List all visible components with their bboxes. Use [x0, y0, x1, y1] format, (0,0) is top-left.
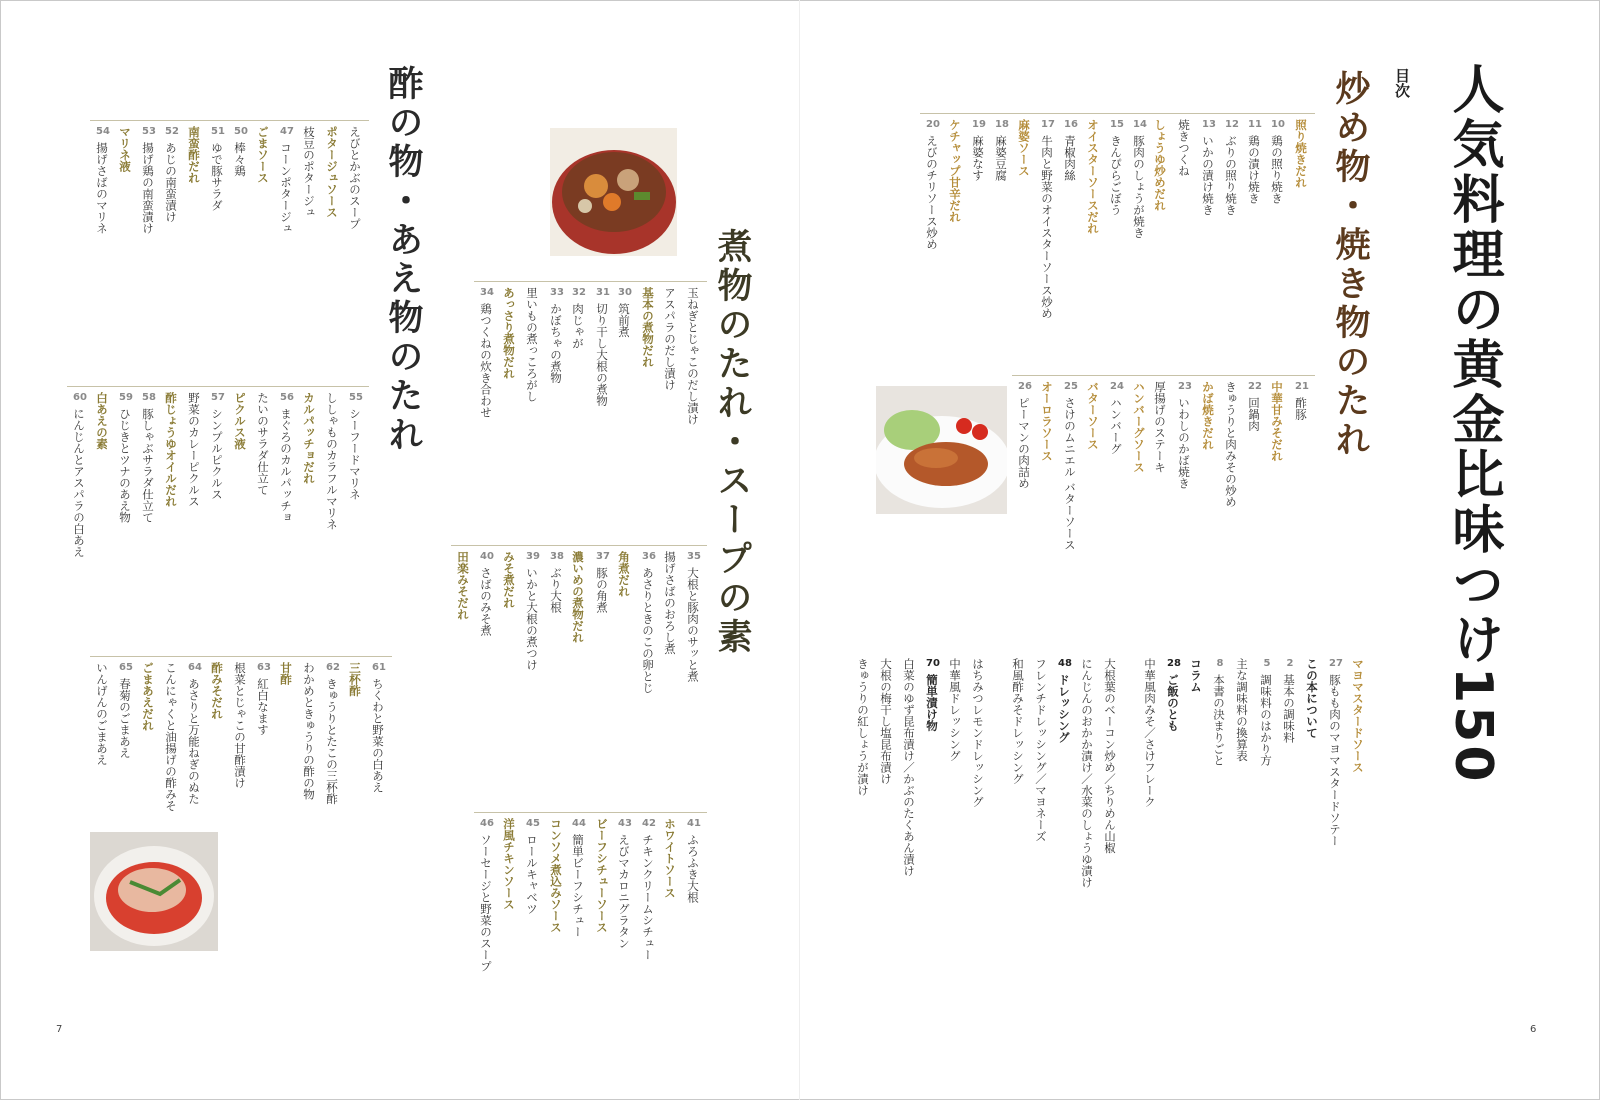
toc-entry-title: 揚げさばのおろし煮	[663, 551, 677, 655]
toc-page-number: 13	[1202, 119, 1216, 130]
toc-page-number: 48	[1058, 658, 1072, 669]
toc-rule	[205, 656, 231, 657]
toc-section-label: 南蛮酢だれ	[187, 126, 201, 184]
toc-rule	[159, 656, 185, 657]
toc-page-number: 33	[550, 287, 564, 298]
toc-entry-title: 酢豚	[1294, 397, 1308, 420]
toc-page-number: 70	[926, 658, 940, 669]
toc-entry-title: あさりときのこの卵とじ	[641, 567, 655, 694]
toc-entry-title: わかめときゅうりの酢の物	[302, 662, 316, 800]
toc-entry-title: にんじんのおかか漬け／水菜のしょうゆ漬け	[1080, 658, 1094, 888]
toc-rule	[1265, 375, 1291, 376]
toc-entry-title: あじの南蛮漬け	[164, 142, 178, 223]
toc-section-label: ホワイトソース	[663, 818, 677, 899]
toc-section-label: オイスターソースだれ	[1086, 119, 1100, 234]
toc-rule	[90, 120, 116, 121]
toc-page-number: 20	[926, 119, 940, 130]
toc-section-label: マリネ液	[118, 126, 132, 172]
toc-rule	[274, 656, 300, 657]
toc-section-label: 酢みそだれ	[210, 662, 224, 720]
toc-page-number: 41	[687, 818, 701, 829]
toc-entry-title: たいのサラダ仕立て	[256, 392, 270, 496]
toc-rule	[366, 656, 392, 657]
toc-page-number: 45	[526, 818, 540, 829]
toc-entry-title: 豚しゃぶサラダ仕立て	[141, 408, 155, 523]
toc-page-number: 12	[1225, 119, 1239, 130]
toc-rule	[1035, 113, 1061, 114]
toc-entry-title: 焼きつくね	[1177, 119, 1191, 177]
toc-entry-title: 和風酢みそドレッシング	[1011, 658, 1025, 785]
toc-rule	[1127, 375, 1153, 376]
toc-page-number: 54	[96, 126, 110, 137]
toc-rule	[681, 281, 707, 282]
folio-left: 7	[56, 1024, 63, 1035]
toc-rule	[320, 120, 346, 121]
toc-rule	[136, 656, 162, 657]
toc-entry-title: いんげんのごまあえ	[95, 662, 109, 766]
toc-entry-title: 豚肉のしょうが焼き	[1132, 135, 1146, 239]
toc-rule	[451, 545, 477, 546]
toc-section-label: オーロラソース	[1040, 381, 1054, 462]
toc-page-number: 21	[1295, 381, 1309, 392]
toc-page-number: 18	[995, 119, 1009, 130]
toc-entry-title: 大根の梅干し塩昆布漬け	[879, 658, 893, 785]
toc-entry-title: きゅうりとたこの三杯酢	[325, 678, 339, 805]
photo-shogayaki	[876, 386, 1007, 514]
toc-page-number: 22	[1248, 381, 1262, 392]
book-title-number: 150	[1443, 667, 1503, 785]
toc-rule	[1012, 113, 1038, 114]
toc-rule	[228, 656, 254, 657]
toc-page-number: 35	[687, 551, 701, 562]
toc-entry-title: 麻婆なす	[971, 135, 985, 181]
toc-page-number: 58	[142, 392, 156, 403]
toc-entry-title: 豚の角煮	[595, 567, 609, 613]
toc-rule	[90, 656, 116, 657]
toc-page-number: 24	[1110, 381, 1124, 392]
toc-section-label: ビーフシチューソース	[595, 818, 609, 933]
toc-section-label: 白あえの素	[95, 392, 109, 450]
toc-section-label: 照り焼きだれ	[1294, 119, 1308, 188]
toc-rule	[1012, 375, 1038, 376]
toc-rule	[251, 120, 277, 121]
toc-entry-title: さけのムニエル バターソース	[1063, 397, 1077, 551]
toc-section-label: 簡単漬け物	[925, 674, 939, 732]
toc-page-number: 51	[211, 126, 225, 137]
toc-entry-title: 簡単ビーフシチュー	[571, 834, 585, 938]
toc-entry-title: 根菜とじゃこの甘酢漬け	[233, 662, 247, 789]
book-title-main: 人気料理の黄金比味つけ	[1443, 62, 1503, 667]
toc-entry-title: ちくわと野菜の白あえ	[371, 678, 385, 793]
toc-entry-title: 麻婆豆腐	[994, 135, 1008, 181]
toc-rule	[544, 545, 570, 546]
toc-section-label: 三杯酢	[348, 662, 362, 697]
toc-rule	[1265, 113, 1291, 114]
toc-rule	[136, 386, 162, 387]
toc-entry-title: 鶏の漬け焼き	[1247, 135, 1261, 204]
toc-rule	[681, 812, 707, 813]
toc-rule	[205, 386, 231, 387]
toc-entry-title: あさりと万能ねぎのぬた	[187, 678, 201, 805]
toc-rule	[274, 386, 300, 387]
toc-page-number: 28	[1167, 658, 1181, 669]
toc-rule	[920, 113, 946, 114]
toc-entry-title: いわしのかば焼き	[1177, 397, 1191, 489]
toc-rule	[1196, 375, 1222, 376]
toc-rule	[520, 812, 546, 813]
toc-entry-title: 白菜のゆず昆布漬け／かぶのたくあん漬け	[902, 658, 916, 877]
toc-section-label: コンソメ煮込みソース	[549, 818, 563, 933]
toc-entry-title: いかの漬け焼き	[1201, 135, 1215, 216]
toc-entry-title: 肉じゃが	[571, 303, 585, 349]
toc-entry-title: アスパラのだし漬け	[663, 287, 677, 391]
toc-entry-title: 切り干し大根の煮物	[595, 303, 609, 407]
toc-entry-title: 調味料のはかり方	[1259, 674, 1273, 766]
toc-rule	[1081, 113, 1107, 114]
toc-entry-title: えびマカロニグラタン	[617, 834, 631, 949]
toc-rule	[343, 386, 369, 387]
toc-page-number: 23	[1178, 381, 1192, 392]
toc-section-label: バターソース	[1086, 381, 1100, 450]
toc-rule	[1172, 375, 1198, 376]
toc-rule	[1242, 375, 1268, 376]
toc-entry-title: 鶏の照り焼き	[1270, 135, 1284, 204]
toc-entry-title: ピーマンの肉詰め	[1017, 397, 1031, 489]
toc-entry-title: 豚もも肉のマヨマスタードソテー	[1328, 674, 1342, 847]
toc-entry-title: ハンバーグ	[1109, 397, 1123, 455]
toc-page-number: 32	[572, 287, 586, 298]
toc-page-number: 8	[1216, 658, 1224, 669]
toc-rule	[1058, 113, 1084, 114]
toc-page-number: 37	[596, 551, 610, 562]
toc-entry-title: 筑前煮	[617, 303, 631, 338]
toc-rule	[343, 656, 369, 657]
toc-entry-title: 中華風肉みそ／さけフレーク	[1143, 658, 1157, 808]
page-gutter	[799, 0, 800, 1100]
toc-entry-title: 中華風ドレッシング	[948, 658, 962, 762]
toc-page-number: 47	[280, 126, 294, 137]
toc-page-number: 16	[1064, 119, 1078, 130]
toc-entry-title: フレンチドレッシング／マヨネーズ	[1034, 658, 1048, 842]
toc-entry-title: 本書の決まりごと	[1212, 674, 1226, 766]
toc-rule	[1289, 375, 1315, 376]
toc-entry-title: 揚げ鶏の南蛮漬け	[141, 142, 155, 234]
chapter-3-title: 酢の物・あえ物のたれ	[383, 65, 423, 455]
toc-page-number: 57	[211, 392, 225, 403]
toc-entry-title: 基本の調味料	[1282, 674, 1296, 743]
toc-rule	[474, 812, 500, 813]
toc-entry-title: きゅうりと肉みその炒め	[1224, 381, 1238, 508]
toc-section-label: ドレッシング	[1057, 674, 1071, 743]
toc-page-number: 38	[550, 551, 564, 562]
toc-entry-title: 鶏つくねの炊き合わせ	[479, 303, 493, 418]
toc-rule	[474, 281, 500, 282]
toc-entry-title: えびとかぶのスープ	[348, 126, 362, 230]
toc-entry-title: コーンポタージュ	[279, 142, 293, 234]
toc-page-number: 63	[257, 662, 271, 673]
toc-section-label: しょうゆ炒めだれ	[1153, 119, 1167, 211]
photo-chikuzenni	[550, 128, 677, 256]
toc-entry-title: 紅白なます	[256, 678, 270, 736]
toc-entry-title: ししゃものカラフルマリネ	[325, 392, 339, 530]
toc-entry-title: 枝豆のポタージュ	[302, 126, 316, 218]
toc-rule	[113, 656, 139, 657]
toc-section-label: ケチャップ甘辛だれ	[948, 119, 962, 223]
toc-section-label: ご飯のとも	[1166, 674, 1180, 732]
toc-entry-title: シーフードマリネ	[348, 408, 362, 500]
toc-page-number: 65	[119, 662, 133, 673]
toc-section-label: ハンバーグソース	[1132, 381, 1146, 473]
toc-page-number: 40	[480, 551, 494, 562]
toc-page-number: 43	[618, 818, 632, 829]
toc-section-label: ピクルス液	[233, 392, 247, 450]
toc-rule	[989, 113, 1015, 114]
toc-entry-title: ぶり大根	[549, 567, 563, 613]
toc-rule	[113, 386, 139, 387]
toc-page-number: 60	[73, 392, 87, 403]
toc-section-label: 中華甘みそだれ	[1270, 381, 1284, 462]
toc-rule	[297, 120, 323, 121]
toc-section-label: この本について	[1305, 658, 1319, 739]
toc-rule	[228, 386, 254, 387]
toc-page-number: 26	[1018, 381, 1032, 392]
toc-rule	[1219, 375, 1245, 376]
toc-rule	[274, 120, 300, 121]
toc-rule	[320, 386, 346, 387]
toc-rule	[182, 386, 208, 387]
toc-rule	[1035, 375, 1061, 376]
toc-page-number: 52	[165, 126, 179, 137]
toc-entry-title: チキンクリームシチュー	[641, 834, 655, 961]
toc-rule	[228, 120, 254, 121]
toc-section-label: コラム	[1189, 658, 1203, 693]
toc-page-number: 30	[618, 287, 632, 298]
toc-rule	[182, 120, 208, 121]
toc-entry-title: えびのチリソース炒め	[925, 135, 939, 250]
toc-entry-title: シンプルピクルス	[210, 408, 224, 500]
toc-entry-title: きんぴらごぼう	[1109, 135, 1123, 216]
toc-rule	[297, 386, 323, 387]
toc-page-number: 14	[1133, 119, 1147, 130]
toc-rule	[1219, 113, 1245, 114]
toc-page-number: 64	[188, 662, 202, 673]
toc-entry-title: 棒々鶏	[233, 142, 247, 177]
toc-page-number: 15	[1110, 119, 1124, 130]
toc-rule	[297, 656, 323, 657]
toc-page-number: 34	[480, 287, 494, 298]
toc-entry-title: 厚揚げのステーキ	[1153, 381, 1167, 473]
toc-rule	[474, 545, 500, 546]
toc-rule	[681, 545, 707, 546]
toc-entry-title: 揚げさばのマリネ	[95, 142, 109, 234]
toc-page-number: 61	[372, 662, 386, 673]
toc-entry-title: 野菜のカレーピクルス	[187, 392, 201, 507]
toc-page-number: 50	[234, 126, 248, 137]
book-title	[1440, 62, 1506, 785]
toc-page-number: 17	[1041, 119, 1055, 130]
toc-entry-title: 春菊のごまあえ	[118, 678, 132, 759]
toc-page-number: 62	[326, 662, 340, 673]
toc-entry-title: はちみつレモンドレッシング	[971, 658, 985, 808]
toc-page-number: 59	[119, 392, 133, 403]
toc-entry-title: 主な調味料の換算表	[1235, 658, 1249, 762]
toc-section-label: カルパッチョだれ	[302, 392, 316, 484]
toc-rule	[636, 812, 662, 813]
toc-rule	[113, 120, 139, 121]
toc-entry-title: 青椒肉絲	[1063, 135, 1077, 181]
toc-rule	[251, 386, 277, 387]
toc-entry-title: さばのみそ煮	[479, 567, 493, 636]
toc-rule	[497, 812, 523, 813]
toc-rule	[136, 120, 162, 121]
toc-rule	[1081, 375, 1107, 376]
toc-entry-title: 里いもの煮っころがし	[525, 287, 539, 402]
toc-section-label: ごまあえだれ	[141, 662, 155, 731]
toc-page-number: 42	[642, 818, 656, 829]
toc-page-number: 46	[480, 818, 494, 829]
toc-rule	[636, 545, 662, 546]
toc-rule	[544, 281, 570, 282]
toc-page-number: 56	[280, 392, 294, 403]
toc-section-label: あっさり煮物だれ	[502, 287, 516, 379]
toc-entry-title: 玉ねぎとじゃこのだし漬け	[686, 287, 700, 425]
toc-page-number: 19	[972, 119, 986, 130]
toc-rule	[1242, 113, 1268, 114]
chapter-1-title: 炒め物・焼き物のたれ	[1330, 70, 1370, 460]
toc-section-label: 麻婆ソース	[1017, 119, 1031, 177]
toc-section-label: 基本の煮物だれ	[641, 287, 655, 368]
toc-entry-title: 牛肉と野菜のオイスターソース炒め	[1040, 135, 1054, 319]
toc-page-number: 27	[1329, 658, 1343, 669]
toc-section-label: ごまソース	[256, 126, 270, 184]
toc-section-label: 濃いめの煮物だれ	[571, 551, 585, 643]
toc-page-number: 2	[1286, 658, 1294, 669]
toc-entry-title: 大根葉のベーコン炒め／ちりめん山椒	[1103, 658, 1117, 854]
toc-rule	[1127, 113, 1153, 114]
toc-rule	[205, 120, 231, 121]
toc-page-number: 55	[349, 392, 363, 403]
toc-page-number: 39	[526, 551, 540, 562]
toc-rule	[520, 281, 546, 282]
photo-butashabu-salad	[90, 832, 218, 951]
toc-rule	[182, 656, 208, 657]
toc-rule	[1104, 375, 1130, 376]
toc-rule	[251, 656, 277, 657]
folio-right: 6	[1530, 1024, 1537, 1035]
toc-entry-title: ひじきとツナのあえ物	[118, 408, 132, 523]
toc-section-label: かば焼きだれ	[1201, 381, 1215, 450]
toc-rule	[90, 386, 116, 387]
chapter-2-title: 煮物のたれ・スープの素	[712, 228, 752, 657]
toc-rule	[544, 812, 570, 813]
toc-rule	[966, 113, 992, 114]
toc-page-number: 10	[1271, 119, 1285, 130]
toc-rule	[320, 656, 346, 657]
toc-entry-title: ソーセージと野菜のスープ	[479, 834, 493, 972]
toc-rule	[1104, 113, 1130, 114]
toc-page-number: 36	[642, 551, 656, 562]
toc-rule	[67, 386, 93, 387]
toc-entry-title: ロールキャベツ	[525, 834, 539, 915]
toc-entry-title: ゆで豚サラダ	[210, 142, 224, 211]
toc-entry-title: いかと大根の煮つけ	[525, 567, 539, 671]
toc-entry-title: にんじんとアスパラの白あえ	[72, 408, 86, 558]
toc-entry-title: 大根と豚肉のサッと煮	[686, 567, 700, 682]
toc-rule	[159, 120, 185, 121]
toc-rule	[1058, 375, 1084, 376]
toc-page-number: 53	[142, 126, 156, 137]
toc-rule	[590, 545, 616, 546]
toc-rule	[343, 120, 369, 121]
toc-entry-title: 回鍋肉	[1247, 397, 1261, 432]
toc-rule	[590, 281, 616, 282]
toc-rule	[159, 386, 185, 387]
toc-section-label: マヨマスタードソース	[1351, 658, 1365, 773]
toc-page-number: 5	[1263, 658, 1271, 669]
toc-entry-title: こんにゃくと油揚げの酢みそ	[164, 662, 178, 812]
toc-entry-title: まぐろのカルパッチョ	[279, 408, 293, 523]
toc-rule	[1172, 113, 1198, 114]
toc-section-label: みそ煮だれ	[502, 551, 516, 609]
toc-rule	[636, 281, 662, 282]
toc-section-label: 洋風チキンソース	[502, 818, 516, 910]
toc-rule	[497, 281, 523, 282]
toc-entry-title: かぼちゃの煮物	[549, 303, 563, 384]
toc-section-label: ポタージュソース	[325, 126, 339, 218]
toc-page-number: 11	[1248, 119, 1262, 130]
mokuji-label: 目次	[1393, 68, 1411, 98]
toc-entry-title: ふろふき大根	[686, 834, 700, 903]
toc-rule	[590, 812, 616, 813]
toc-rule	[1196, 113, 1222, 114]
toc-entry-title: きゅうりの紅しょうが漬け	[856, 658, 870, 796]
toc-section-label: 角煮だれ	[617, 551, 631, 597]
toc-page-number: 25	[1064, 381, 1078, 392]
toc-section-label: 田楽みそだれ	[456, 551, 470, 620]
toc-section-label: 酢じょうゆオイルだれ	[164, 392, 178, 507]
toc-rule	[497, 545, 523, 546]
toc-page-number: 44	[572, 818, 586, 829]
toc-rule	[943, 113, 969, 114]
toc-entry-title: ぶりの照り焼き	[1224, 135, 1238, 216]
toc-page-number: 31	[596, 287, 610, 298]
toc-rule	[520, 545, 546, 546]
toc-rule	[1289, 113, 1315, 114]
toc-section-label: 甘酢	[279, 662, 293, 685]
